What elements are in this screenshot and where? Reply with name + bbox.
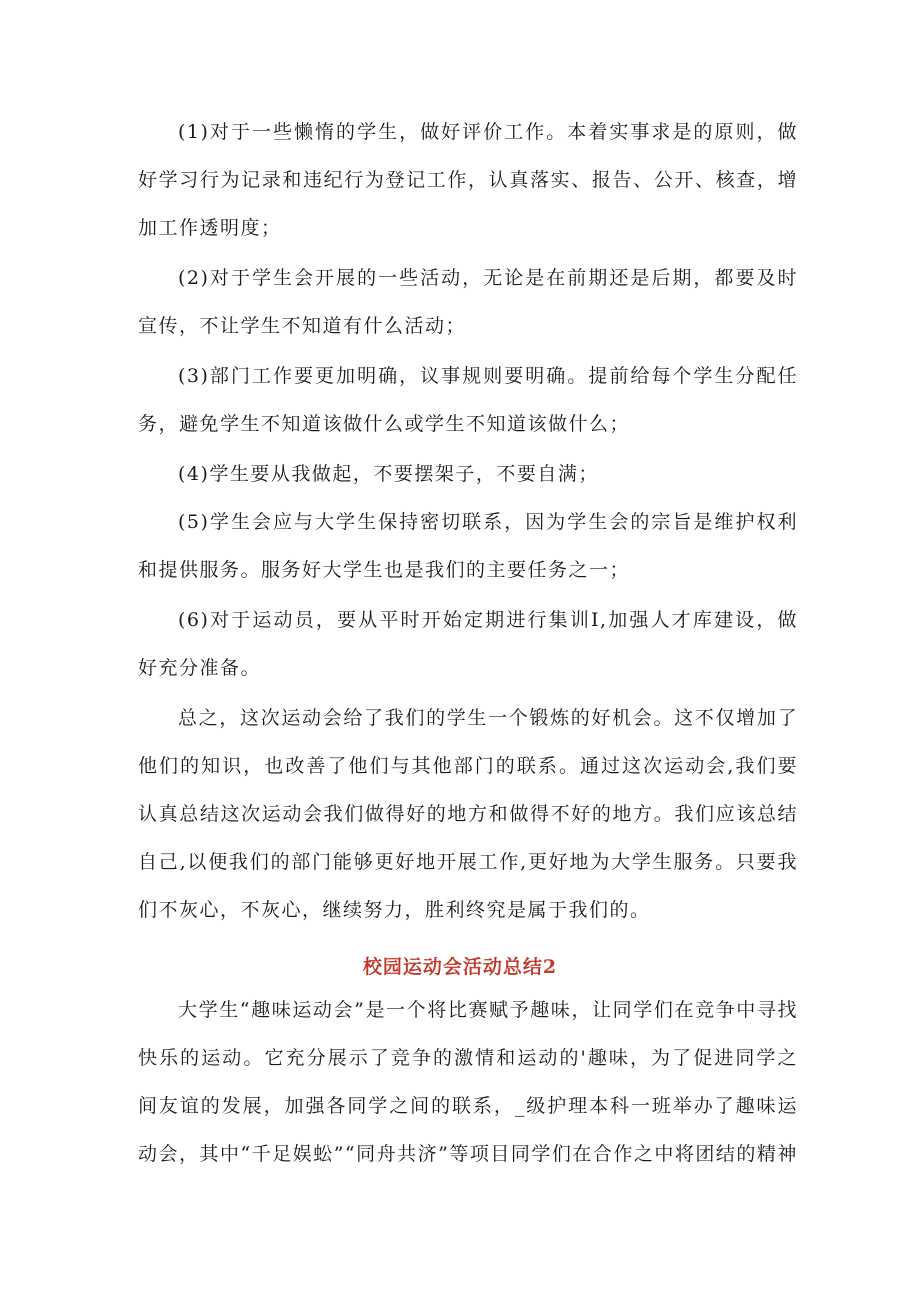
section-paragraph: 大学生“趣味运动会”是一个将比赛赋予趣味，让同学们在竞争中寻找快乐的运动。它充分展示了竞争的激情和运动的'趣味，为了促进同学之间友谊的发展，加强各同学之间的联系，_级护理本科一班举办了趣味运动会，其中“千足娱蚣”“同舟共济”等项目同学们在合作之中将团结的精神 [138,999,798,1165]
paragraph-item-6: (6)对于运动员，要从平时开始定期进行集训I,加强人才库建设，做好充分准备。 [138,609,798,679]
paragraph-item-2: (2)对于学生会开展的一些活动，无论是在前期还是后期，都要及时宣传，不让学生不知道有什么活动； [138,267,798,337]
paragraph-item-3: (3)部门工作要更加明确，议事规则要明确。提前给每个学生分配任务，避免学生不知道该做什么或学生不知道该做什么； [138,365,798,435]
paragraph-item-1: (1)对于一些懒惰的学生，做好评价工作。本着实事求是的原则，做好学习行为记录和违纪行为登记工作，认真落实、报告、公开、核查，增加工作透明度； [138,121,798,239]
paragraph-item-4: (4)学生要从我做起，不要摆架子，不要自满； [178,463,599,485]
section-title: 校园运动会活动总结2 [362,956,558,978]
paragraph-summary: 总之，这次运动会给了我们的学生一个锻炼的好机会。这不仅增加了他们的知识，也改善了他们与其他部门的联系。通过这次运动会,我们要认真总结这次运动会我们做得好的地方和做得不好的地方。我们应该总结自己,以便我们的部门能够更好地开展工作,更好地为大学生服务。只要我们不灰心，不灰心，继续努力，胜利终究是属于我们的。 [138,707,798,921]
paragraph-item-5: (5)学生会应与大学生保持密切联系，因为学生会的宗旨是维护权利和提供服务。服务好大学生也是我们的主要任务之一； [138,511,798,581]
